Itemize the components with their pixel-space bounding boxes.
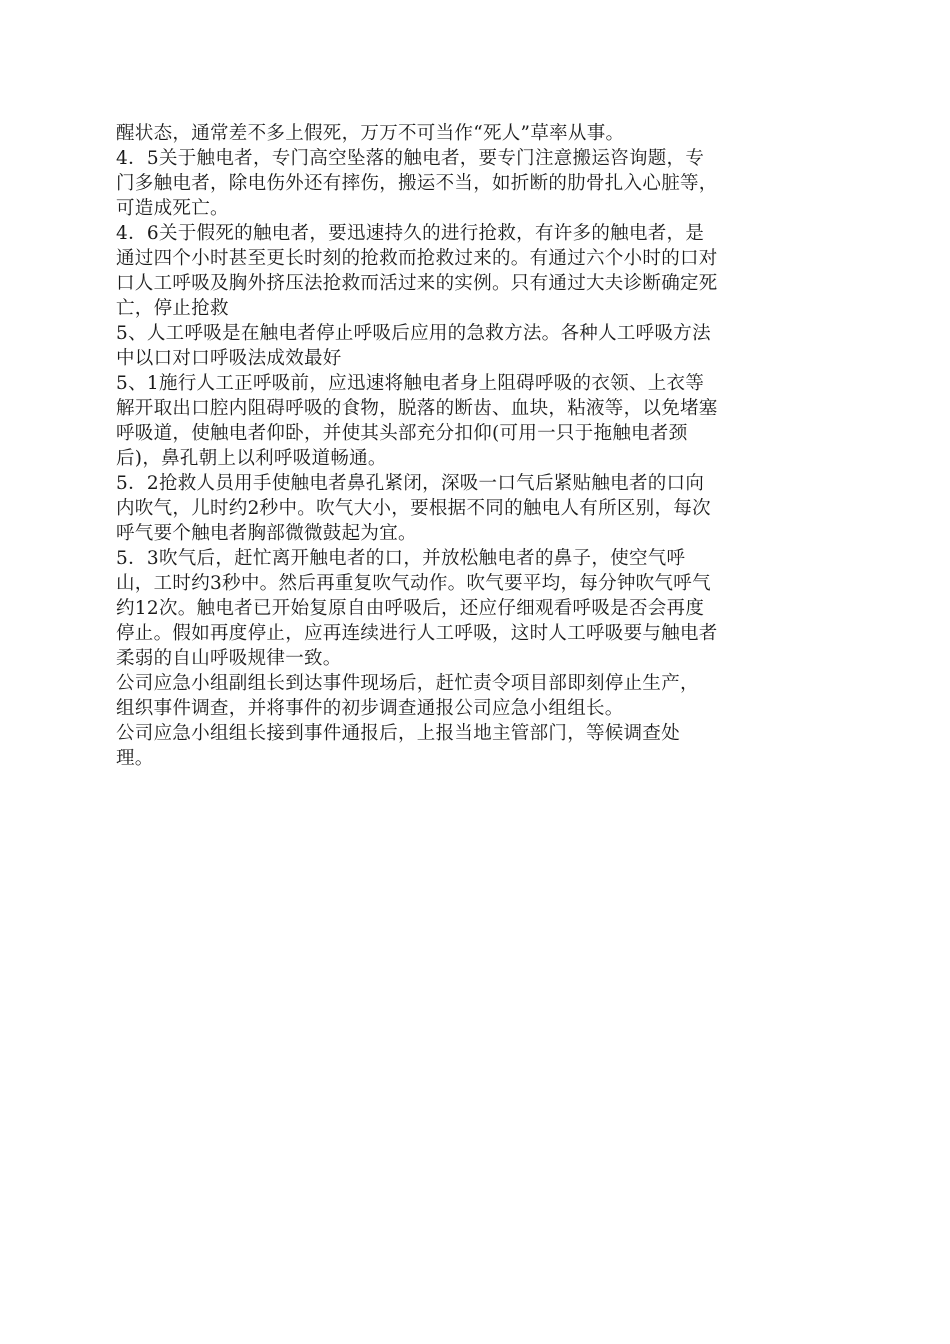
text-line: 公司应急小组组长接到事件通报后，上报当地主管部门，等候调查处 [116,723,681,744]
text-line: 内吹气，儿时约2秒中。吹气大小，要根据不同的触电人有所区别，每次 [116,498,711,519]
text-line: 呼吸道，使触电者仰卧，并使其头部充分扣仰(可用一只于拖触电者颈 [116,423,688,444]
text-line: 4．5关于触电者，专门高空坠落的触电者，要专门注意搬运咨询题，专 [116,148,705,169]
text-line: 亡，停止抢救 [116,298,229,319]
text-line: 呼气要个触电者胸部微微鼓起为宜。 [116,523,417,544]
text-line: 公司应急小组副组长到达事件现场后，赶忙责令项目部即刻停止生产， [116,673,699,694]
text-line: 中以口对口呼吸法成效最好 [116,348,342,369]
text-line: 可造成死亡。 [116,198,229,219]
text-line: 理。 [116,748,154,769]
text-line: 4．6关于假死的触电者，要迅速持久的进行抢救，有许多的触电者，是 [116,223,705,244]
text-line: 5、人工呼吸是在触电者停止呼吸后应用的急救方法。各种人工呼吸方法 [116,323,711,344]
text-line: 醒状态，通常差不多上假死，万万不可当作“死人”草率从事。 [116,123,625,144]
text-line: 柔弱的自山呼吸规律一致。 [116,648,342,669]
text-line: 停止。假如再度停止，应再连续进行人工呼吸，这时人工呼吸要与触电者 [116,623,718,644]
text-line: 5、1施行人工正呼吸前，应迅速将触电者身上阻碍呼吸的衣领、上衣等 [116,373,705,394]
text-line: 约12次。触电者已开始复原自由呼吸后，还应仔细观看呼吸是否会再度 [116,598,705,619]
text-line: 山，工时约3秒中。然后再重复吹气动作。吹气要平均，每分钟吹气呼气 [116,573,711,594]
text-line: 组织事件调查，并将事件的初步调查通报公司应急小组组长。 [116,698,624,719]
document-body [116,121,841,771]
text-line: 通过四个小时甚至更长时刻的抢救而抢救过来的。有通过六个小时的口对 [116,248,718,269]
text-line: 解开取出口腔内阻碍呼吸的食物，脱落的断齿、血块，粘液等，以免堵塞 [116,398,718,419]
text-line: 后)，鼻孔朝上以利呼吸道畅通。 [116,448,387,469]
text-line: 门多触电者，除电伤外还有摔伤，搬运不当，如折断的肋骨扎入心脏等， [116,173,718,194]
text-line: 5．2抢救人员用手使触电者鼻孔紧闭，深吸一口气后紧贴触电者的口向 [116,473,705,494]
text-line: 口人工呼吸及胸外挤压法抢救而活过来的实例。只有通过大夫诊断确定死 [116,273,718,294]
text-line: 5．3吹气后，赶忙离开触电者的口，并放松触电者的鼻子，使空气呼 [116,548,686,569]
